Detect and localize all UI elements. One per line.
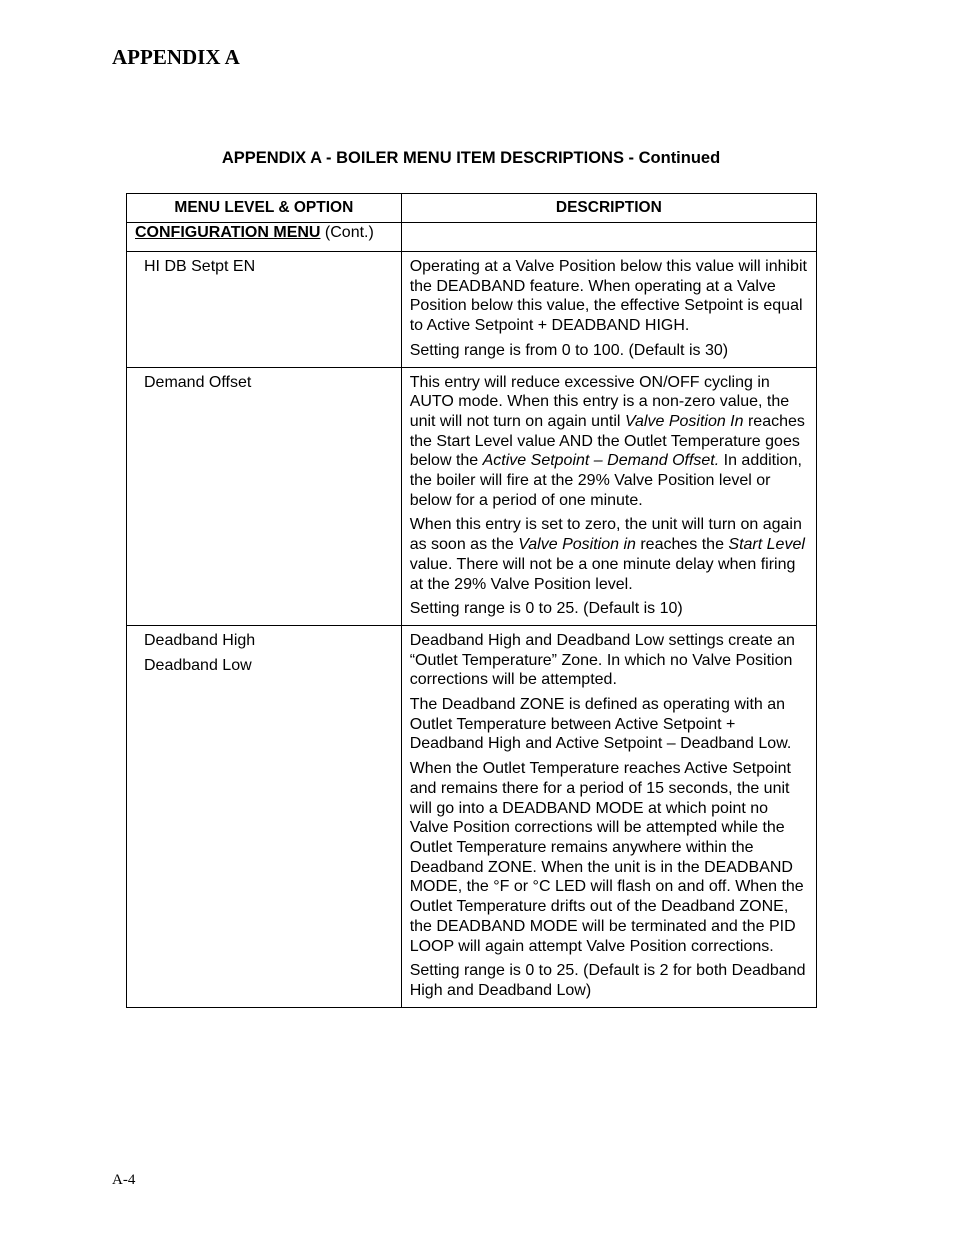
description-paragraph bbox=[410, 515, 808, 594]
text-run: When the Outlet Temperature reaches Active Setpoint and remains there for a period of 15 seconds, the unit will go into a DEADBAND MODE at which point no Valve Position corrections will be attempted while the Outlet Temperature remains anywhere within the Deadband ZONE. When the unit is in the DEADBAND MODE, the °F or °C LED will flash on and off. When the Outlet Temperature drifts out of the Deadband ZONE, the DEADBAND MODE will be terminated and the PID LOOP will again attempt Valve Position corrections. bbox=[409, 760, 804, 955]
text-run: Setting range is 0 to 25. (Default is 10) bbox=[409, 600, 683, 618]
table-row bbox=[127, 625, 817, 1007]
table-row bbox=[127, 367, 817, 625]
italic-text: Start Level bbox=[728, 536, 805, 554]
description-paragraph bbox=[410, 631, 808, 690]
menu-option-label: HI DB Setpt EN bbox=[144, 258, 256, 275]
description-paragraph bbox=[410, 599, 808, 619]
option-cell bbox=[127, 252, 402, 368]
description-paragraph bbox=[410, 373, 808, 511]
text-run: reaches the Start Level value AND the Outlet Temperature goes below the bbox=[409, 412, 805, 470]
section-cell bbox=[127, 223, 402, 252]
description-paragraph bbox=[410, 759, 808, 956]
table-row bbox=[127, 252, 817, 368]
menu-descriptions-table bbox=[126, 193, 817, 1008]
text-run: When this entry is set to zero, the unit will turn on again as soon as the bbox=[409, 516, 802, 554]
text-run: Deadband High and Deadband Low settings create an “Outlet Temperature” Zone. In which no Valve Position corrections will be attempted. bbox=[409, 631, 795, 689]
page-title: APPENDIX A - BOILER MENU ITEM DESCRIPTIONS - Continued bbox=[221, 149, 721, 167]
section-suffix: (Cont.) bbox=[320, 224, 374, 241]
option-cell bbox=[127, 625, 402, 1007]
description-paragraph bbox=[410, 257, 808, 336]
text-run: reaches the bbox=[635, 536, 729, 554]
description-paragraph bbox=[410, 961, 808, 1000]
menu-option-label: Demand Offset bbox=[144, 373, 252, 391]
description-cell bbox=[401, 252, 816, 368]
text-run: The Deadband ZONE is defined as operating with an Outlet Temperature between Active Setpoint + Deadband High and Active Setpoint – Deadband Low. bbox=[409, 696, 792, 753]
appendix-header: APPENDIX A bbox=[112, 45, 240, 69]
column-header-option: MENU LEVEL & OPTION bbox=[127, 194, 402, 223]
section-name: CONFIGURATION MENU bbox=[135, 224, 321, 241]
column-header-description: DESCRIPTION bbox=[401, 194, 816, 223]
text-run: In addition, the boiler will fire at the 29% Valve Position level or below for a period of one minute. bbox=[409, 452, 802, 509]
description-cell bbox=[401, 367, 816, 625]
italic-text: Active Setpoint – Demand Offset. bbox=[482, 452, 720, 470]
page-number: A-4 bbox=[112, 1172, 136, 1188]
italic-text: Valve Position in bbox=[518, 536, 636, 554]
text-run: This entry will reduce excessive ON/OFF cycling in AUTO mode. When this entry is a non-zero value, the unit will not turn on again until bbox=[409, 373, 790, 430]
description-paragraph bbox=[410, 341, 808, 361]
text-run: value. There will not be a one minute delay when firing at the 29% Valve Position level. bbox=[409, 555, 796, 593]
description-cell bbox=[401, 625, 816, 1007]
table-header-row bbox=[127, 194, 817, 223]
text-run: Setting range is from 0 to 100. (Default is 30) bbox=[409, 341, 729, 359]
menu-option-label: Deadband High bbox=[144, 631, 256, 649]
section-empty-cell bbox=[401, 223, 816, 252]
menu-option-label: Deadband Low bbox=[144, 656, 252, 674]
text-run: Setting range is 0 to 25. (Default is 2 for both Deadband High and Deadband Low) bbox=[409, 962, 806, 999]
text-run: Operating at a Valve Position below this value will inhibit the DEADBAND feature. When operating at a Valve Position below this value, the effective Setpoint is equal to Active Setpoint + DEADBAND HIGH. bbox=[409, 258, 807, 335]
section-row bbox=[127, 223, 817, 252]
italic-text: Valve Position In bbox=[624, 412, 744, 430]
option-cell bbox=[127, 367, 402, 625]
description-paragraph bbox=[410, 695, 808, 754]
